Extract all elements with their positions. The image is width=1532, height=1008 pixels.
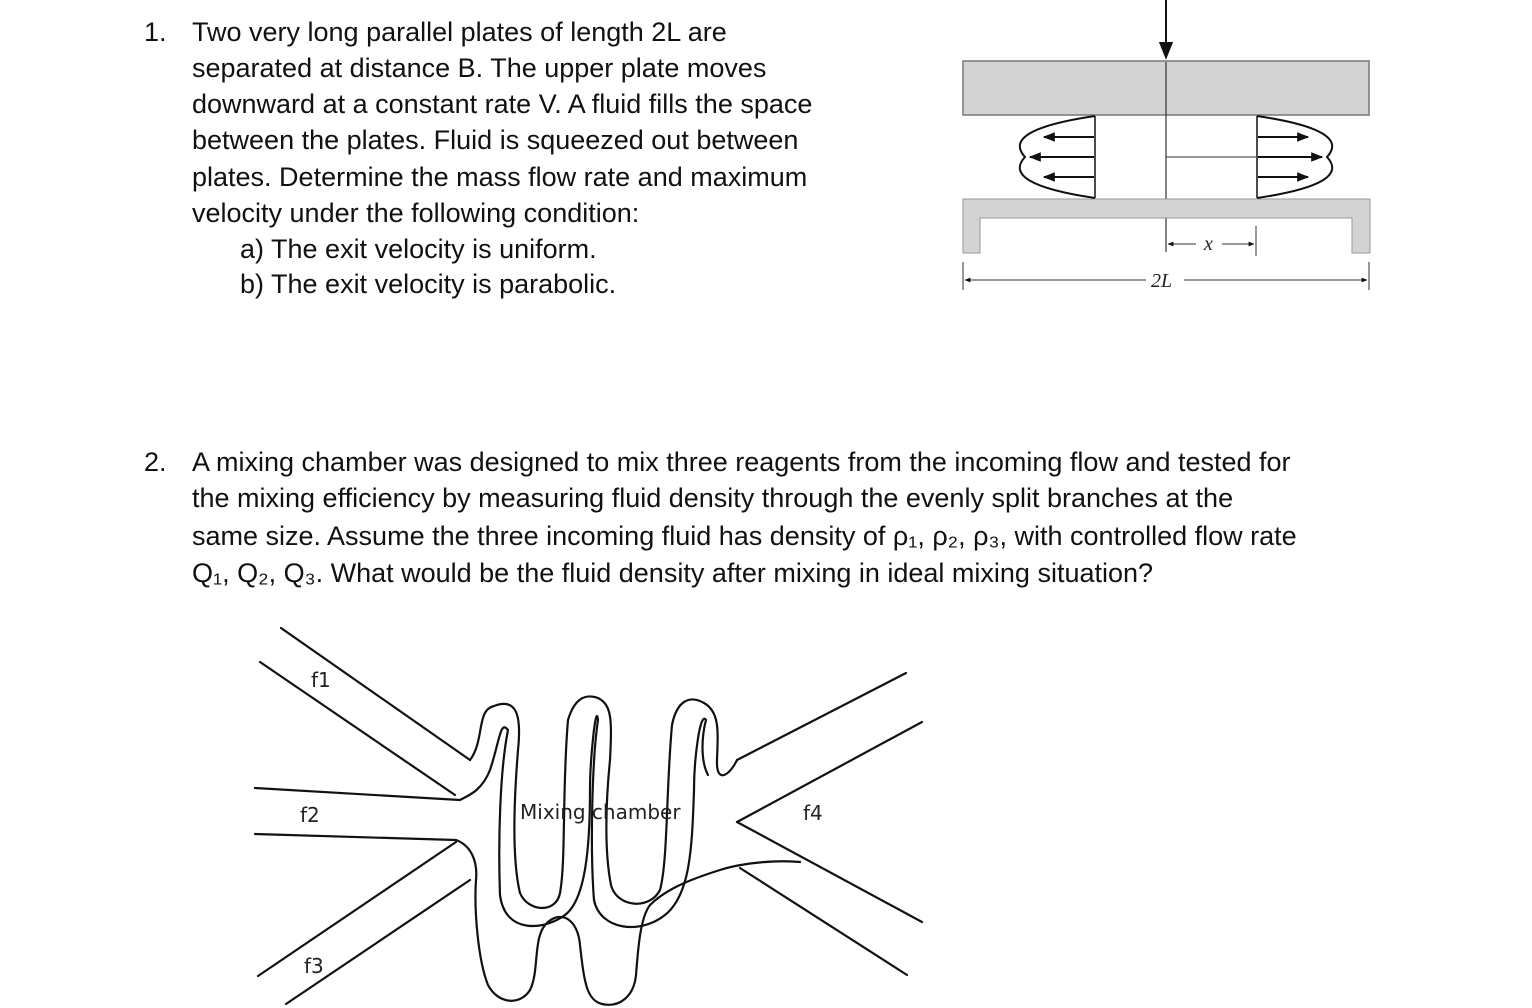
- question-1-line-4: between the plates. Fluid is squeezed out between: [192, 125, 799, 155]
- label-mixing-chamber: Mixing chamber: [520, 800, 681, 824]
- question-1-line-2: separated at distance B. The upper plate moves: [192, 53, 767, 83]
- inlet-f3-lower-wall: [286, 880, 470, 1004]
- outlet-upper-wall-1: [737, 673, 906, 760]
- question-1-line-5: plates. Determine the mass flow rate and maximum: [192, 162, 808, 192]
- question-1-line-3: downward at a constant rate V. A fluid fills the space: [192, 89, 813, 119]
- outlet-lower-wall-2: [740, 868, 907, 975]
- 2L-label: 2L: [1151, 270, 1173, 292]
- inlet-f2-upper-wall: [255, 788, 460, 800]
- question-1-number: 1.: [144, 17, 167, 47]
- outlet-upper-wall-2: [737, 722, 922, 822]
- label-f4: f4: [803, 801, 823, 825]
- question-2-number: 2.: [144, 447, 167, 477]
- label-f1: f1: [311, 668, 331, 692]
- question-2-line-3: same size. Assume the three incoming fluid has density of ρ₁, ρ₂, ρ₃, with controlled flow rate: [192, 521, 1297, 551]
- outlet-lower-wall-1: [737, 822, 922, 922]
- question-1-part-b: b) The exit velocity is parabolic.: [240, 269, 617, 299]
- inlet-f2-lower-wall: [255, 834, 456, 840]
- question-1-line-6: velocity under the following condition:: [192, 198, 640, 228]
- x-label: x: [1204, 233, 1213, 255]
- mixing-chamber-bottom: [456, 840, 800, 1005]
- question-1-line-1: Two very long parallel plates of length 2L are: [192, 17, 727, 47]
- question-2-line-2: the mixing efficiency by measuring fluid density through the evenly split branches at the: [192, 483, 1234, 513]
- question-1-part-a: a) The exit velocity is uniform.: [240, 234, 597, 264]
- question-2-line-1: A mixing chamber was designed to mix three reagents from the incoming flow and tested for: [192, 447, 1291, 477]
- label-f2: f2: [300, 803, 320, 827]
- question-2-line-4: Q₁, Q₂, Q₃. What would be the fluid density after mixing in ideal mixing situation?: [192, 558, 1154, 588]
- label-f3: f3: [304, 954, 324, 978]
